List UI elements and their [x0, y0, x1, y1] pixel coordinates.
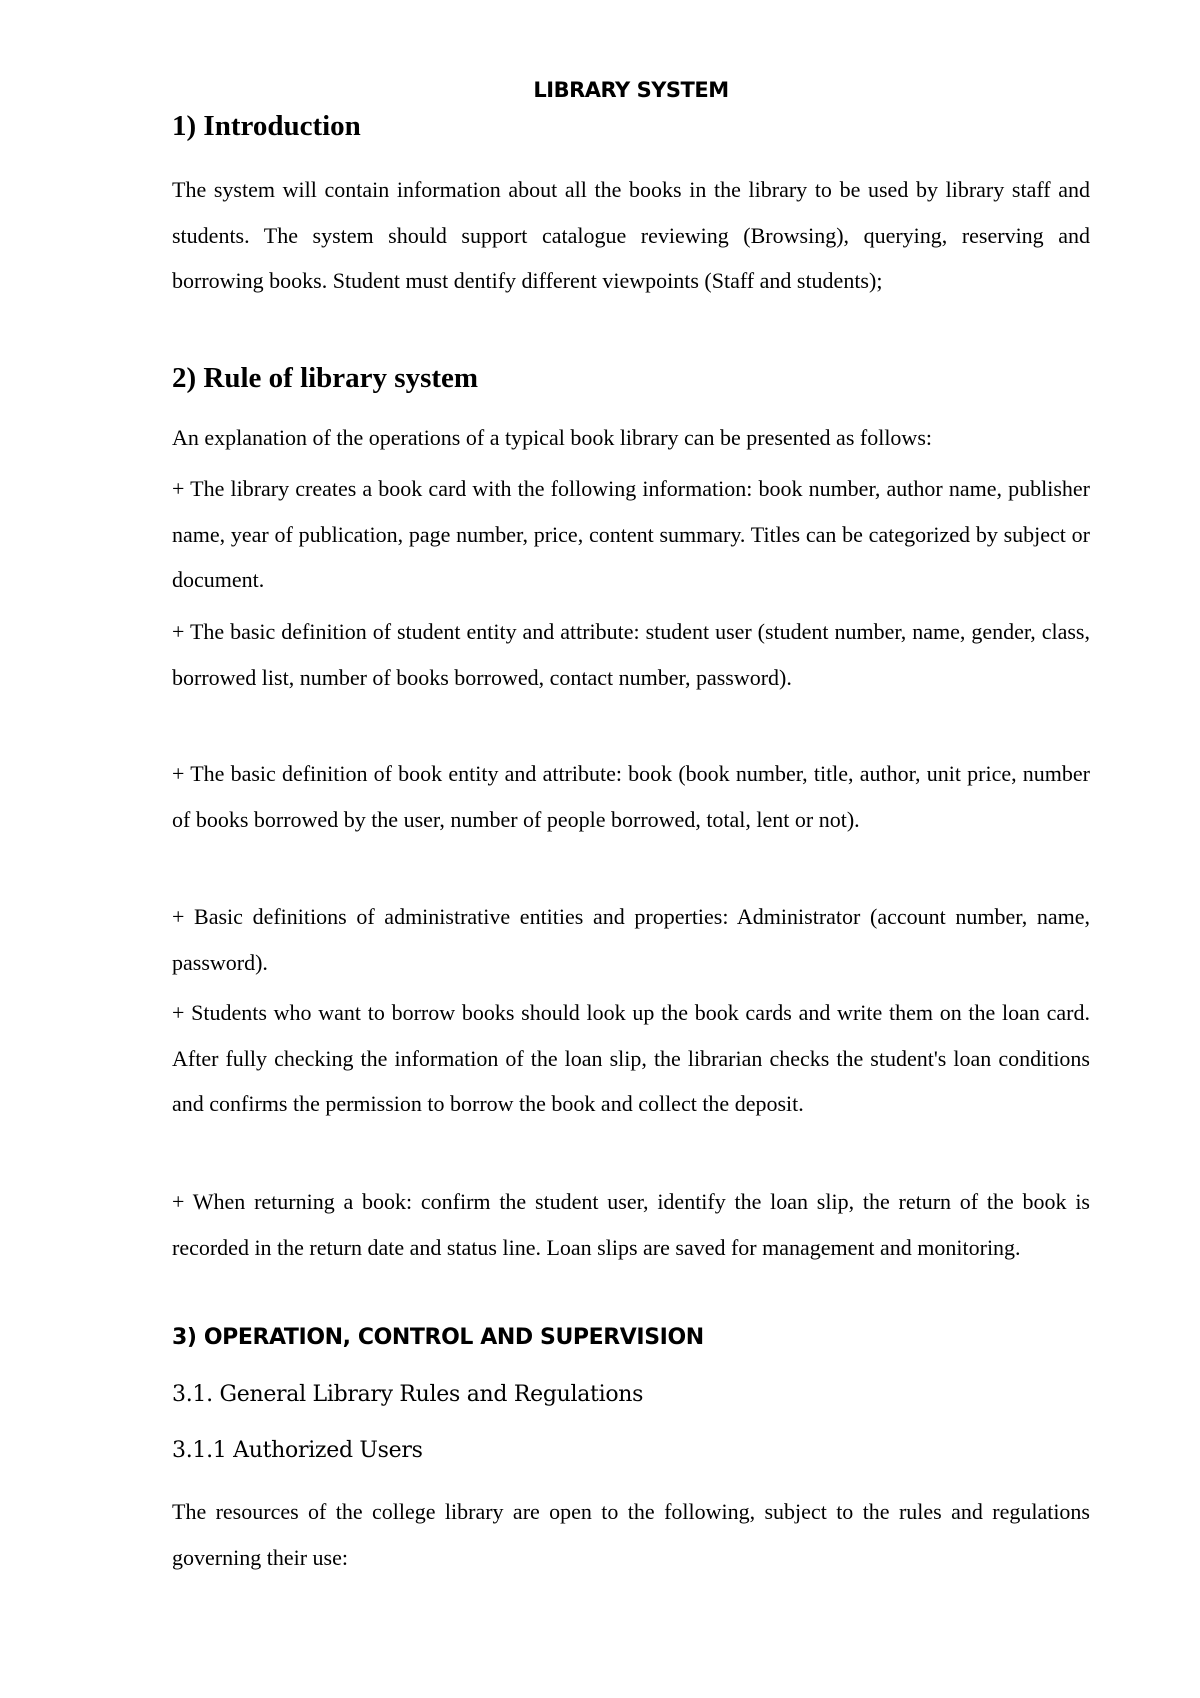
- section-heading-rules: 2) Rule of library system: [172, 362, 479, 394]
- rule-book-card-paragraph: + The library creates a book card with the following information: book number, author name, publisher name, year of publication, page number, price, content summary. Titles can be categorized by subject or document.: [172, 476, 1090, 592]
- subheading-authorized-users: 3.1.1 Authorized Users: [172, 1438, 423, 1463]
- section-heading-operation: 3) OPERATION, CONTROL AND SUPERVISION: [172, 1325, 704, 1350]
- rule-student-entity-paragraph: + The basic definition of student entity and attribute: student user (student number, name, gender, class, borrowed list, number of books borrowed, contact number, password).: [172, 619, 1090, 690]
- rules-intro-paragraph: An explanation of the operations of a typical book library can be presented as follows:: [172, 425, 932, 450]
- subheading-general-rules: 3.1. General Library Rules and Regulations: [172, 1382, 644, 1407]
- section-heading-introduction: 1) Introduction: [172, 110, 361, 142]
- rule-returning-paragraph: + When returning a book: confirm the student user, identify the loan slip, the return of the book is recorded in the return date and status line. Loan slips are saved for management and monitoring.: [172, 1189, 1090, 1260]
- rule-borrowing-paragraph: + Students who want to borrow books should look up the book cards and write them on the loan card. After fully checking the information of the loan slip, the librarian checks the student's loan conditions and confirms the permission to borrow the book and collect the deposit.: [172, 1000, 1090, 1116]
- rule-admin-entity-paragraph: + Basic definitions of administrative entities and properties: Administrator (account number, name, password).: [172, 904, 1090, 975]
- introduction-paragraph: The system will contain information about all the books in the library to be used by library staff and students. The system should support catalogue reviewing (Browsing), querying, reserving and borrowing books. Student must dentify different viewpoints (Staff and students);: [172, 177, 1090, 293]
- rule-book-entity-paragraph: + The basic definition of book entity and attribute: book (book number, title, author, unit price, number of books borrowed by the user, number of people borrowed, total, lent or not).: [172, 761, 1090, 832]
- document-title: LIBRARY SYSTEM: [533, 78, 729, 102]
- authorized-users-paragraph: The resources of the college library are open to the following, subject to the rules and regulations governing their use:: [172, 1499, 1090, 1570]
